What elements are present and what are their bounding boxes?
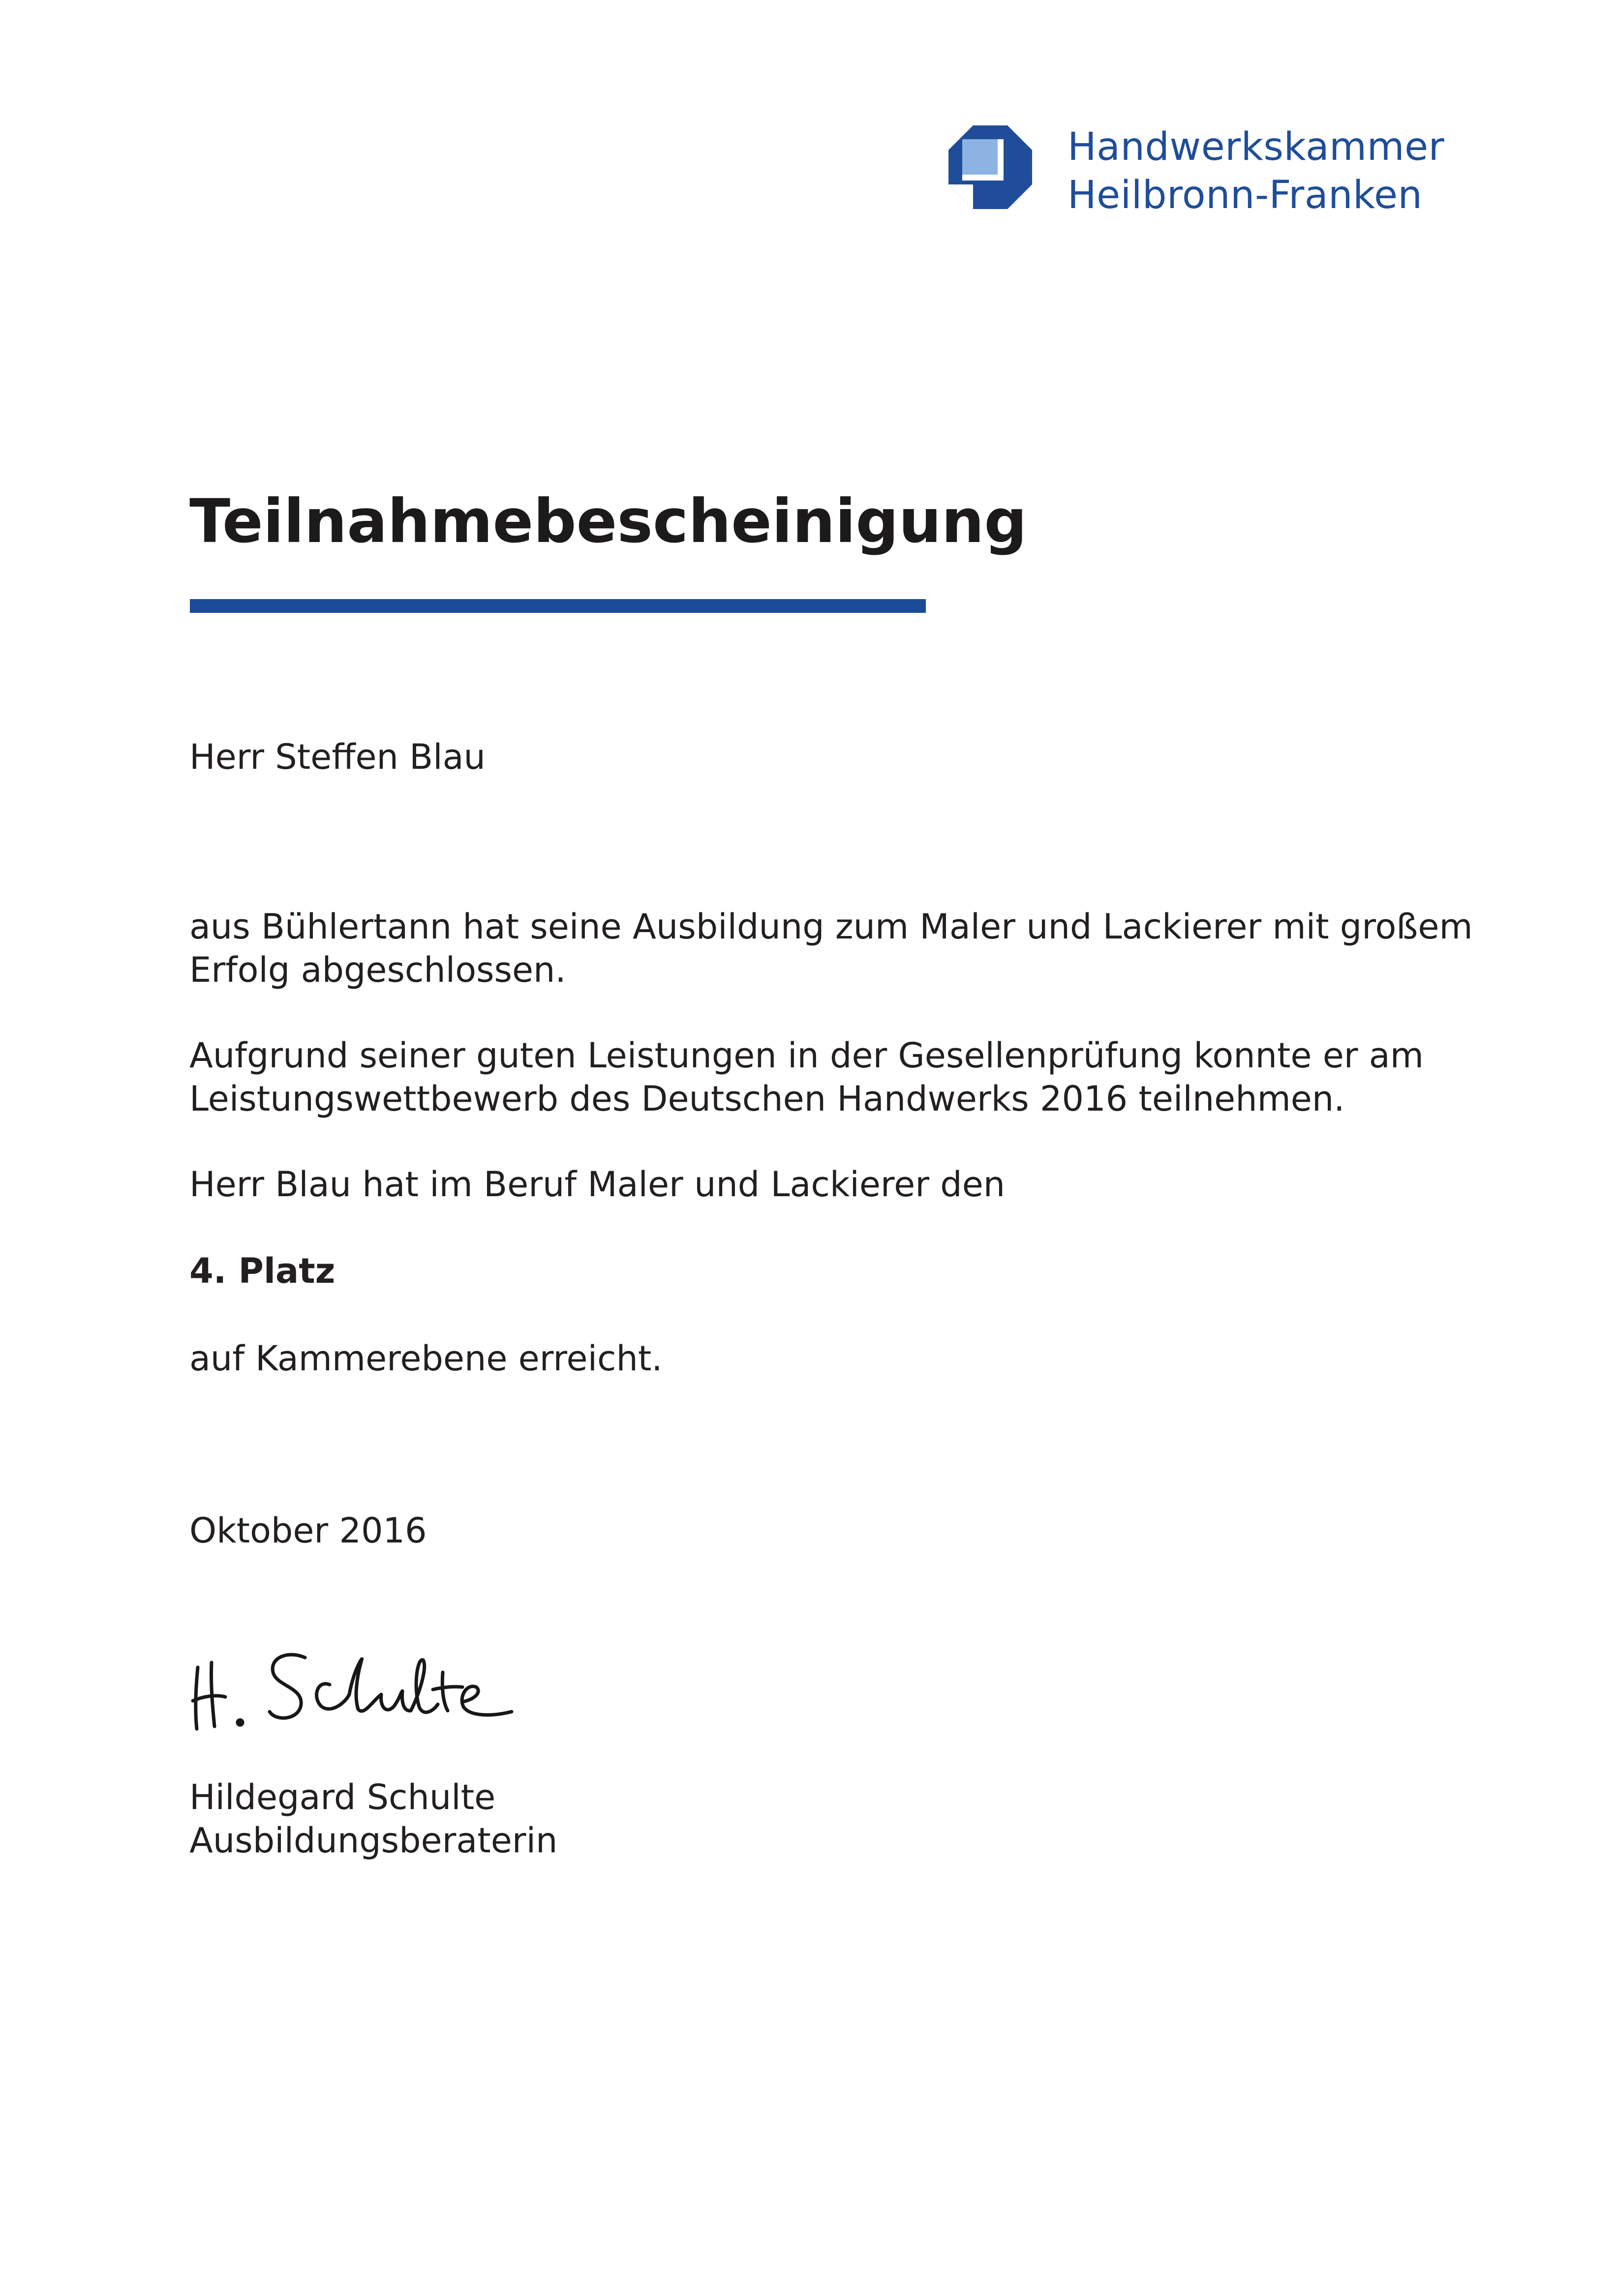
organization-logo — [948, 125, 1032, 209]
handwritten-signature — [187, 1638, 521, 1741]
paragraph-training-line1: aus Bühlertann hat seine Ausbildung zum Maler und Lackierer mit großem — [189, 906, 1473, 947]
signer-name: Hildegard Schulte — [189, 1777, 496, 1817]
paragraph-competition-line1: Aufgrund seiner guten Leistungen in der Gesellenprüfung konnte er am — [189, 1035, 1424, 1076]
document-title: Teilnahmebescheinigung — [189, 486, 1027, 556]
paragraph-training — [189, 905, 1473, 992]
paragraph-competition — [189, 1034, 1424, 1120]
issue-date: Oktober 2016 — [189, 1511, 427, 1551]
organization-name-line1: Handwerkskammer — [1068, 125, 1445, 169]
rank-placement: 4. Platz — [189, 1251, 336, 1291]
paragraph-competition-line2: Leistungswettbewerb des Deutschen Handwerks 2016 teilnehmen. — [189, 1079, 1345, 1119]
title-underline — [190, 599, 926, 613]
handwerkskammer-logo-icon — [948, 125, 1032, 209]
signer-block — [189, 1776, 557, 1862]
paragraph-level: auf Kammerebene erreicht. — [189, 1338, 663, 1379]
organization-name-line2: Heilbronn-Franken — [1068, 173, 1423, 217]
paragraph-profession: Herr Blau hat im Beruf Maler und Lackierer den — [189, 1164, 1006, 1205]
signer-role: Ausbildungsberaterin — [189, 1820, 558, 1861]
organization-name — [1068, 123, 1444, 219]
recipient-name: Herr Steffen Blau — [189, 737, 486, 777]
paragraph-training-line2: Erfolg abgeschlossen. — [189, 950, 566, 990]
